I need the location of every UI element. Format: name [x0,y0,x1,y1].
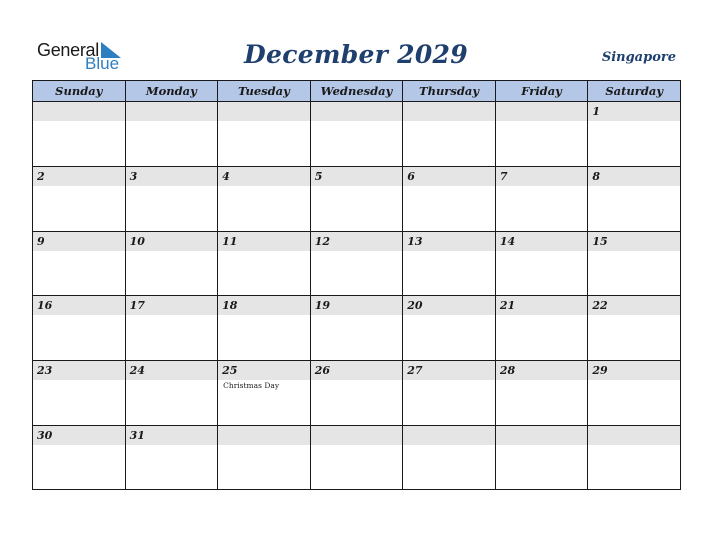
day-number: 20 [403,296,495,315]
day-number: 30 [33,426,125,445]
day-cell [310,425,403,489]
day-number [218,102,310,121]
day-cell [218,361,311,426]
calendar-grid [32,80,681,490]
day-number: 21 [496,296,588,315]
day-cell [403,166,496,231]
day-cell [588,361,681,426]
day-number: 14 [496,232,588,251]
day-cell [588,296,681,361]
day-cell [218,425,311,489]
day-number: 7 [496,167,588,186]
day-cell [588,166,681,231]
day-number [311,102,403,121]
day-cell [310,102,403,167]
day-cell [588,102,681,167]
day-number: 6 [403,167,495,186]
day-cell [218,296,311,361]
day-number: 13 [403,232,495,251]
weekday-header: Tuesday [218,81,311,102]
day-cell [495,425,588,489]
day-cell [125,102,218,167]
day-cell [218,166,311,231]
day-number: 18 [218,296,310,315]
country-label: Singapore [601,50,676,65]
day-number: 11 [218,232,310,251]
day-cell [310,361,403,426]
day-number [403,102,495,121]
day-number: 22 [588,296,680,315]
day-number: 23 [33,361,125,380]
day-cell [33,231,126,296]
weekday-header: Monday [125,81,218,102]
weekday-header: Friday [495,81,588,102]
week-row [33,231,681,296]
week-row [33,102,681,167]
day-number: 28 [496,361,588,380]
logo-blue-text: Blue [85,54,120,73]
day-cell [33,296,126,361]
day-cell [125,361,218,426]
day-number: 24 [126,361,218,380]
day-cell [125,166,218,231]
day-number: 12 [311,232,403,251]
day-cell [588,231,681,296]
day-number: 26 [311,361,403,380]
week-row [33,425,681,489]
day-cell [588,425,681,489]
day-number: 29 [588,361,680,380]
page-title: December 2029 [244,40,468,69]
day-cell [33,425,126,489]
day-cell [495,231,588,296]
day-cell [403,361,496,426]
day-number [218,426,310,445]
day-cell [125,296,218,361]
day-cell [495,296,588,361]
weekday-header: Sunday [33,81,126,102]
day-number: 5 [311,167,403,186]
day-number: 19 [311,296,403,315]
day-number: 2 [33,167,125,186]
logo-general-text: General [37,40,99,60]
day-cell [218,102,311,167]
day-cell [125,231,218,296]
day-cell [403,296,496,361]
day-cell [33,361,126,426]
day-number [403,426,495,445]
day-number: 17 [126,296,218,315]
day-number: 16 [33,296,125,315]
day-number [126,102,218,121]
week-row [33,166,681,231]
day-cell [495,102,588,167]
day-cell [310,296,403,361]
weekday-header: Wednesday [310,81,403,102]
day-cell [33,166,126,231]
day-number: 4 [218,167,310,186]
day-number: 25 [218,361,310,380]
day-number: 27 [403,361,495,380]
day-cell [495,166,588,231]
weekday-header-row [33,81,681,102]
day-number: 10 [126,232,218,251]
day-cell [310,231,403,296]
day-number [496,426,588,445]
day-cell [495,361,588,426]
day-cell [403,231,496,296]
day-number [33,102,125,121]
day-cell [33,102,126,167]
day-number [311,426,403,445]
day-number [496,102,588,121]
day-number: 1 [588,102,680,121]
holiday-label: Christmas Day [223,381,280,391]
day-number: 8 [588,167,680,186]
week-row [33,361,681,426]
day-number [588,426,680,445]
day-number: 3 [126,167,218,186]
weekday-header: Saturday [588,81,681,102]
day-cell [403,102,496,167]
day-number: 15 [588,232,680,251]
week-row [33,296,681,361]
day-number: 31 [126,426,218,445]
day-cell [310,166,403,231]
day-number: 9 [33,232,125,251]
day-cell [125,425,218,489]
day-cell [403,425,496,489]
day-cell [218,231,311,296]
weekday-header: Thursday [403,81,496,102]
